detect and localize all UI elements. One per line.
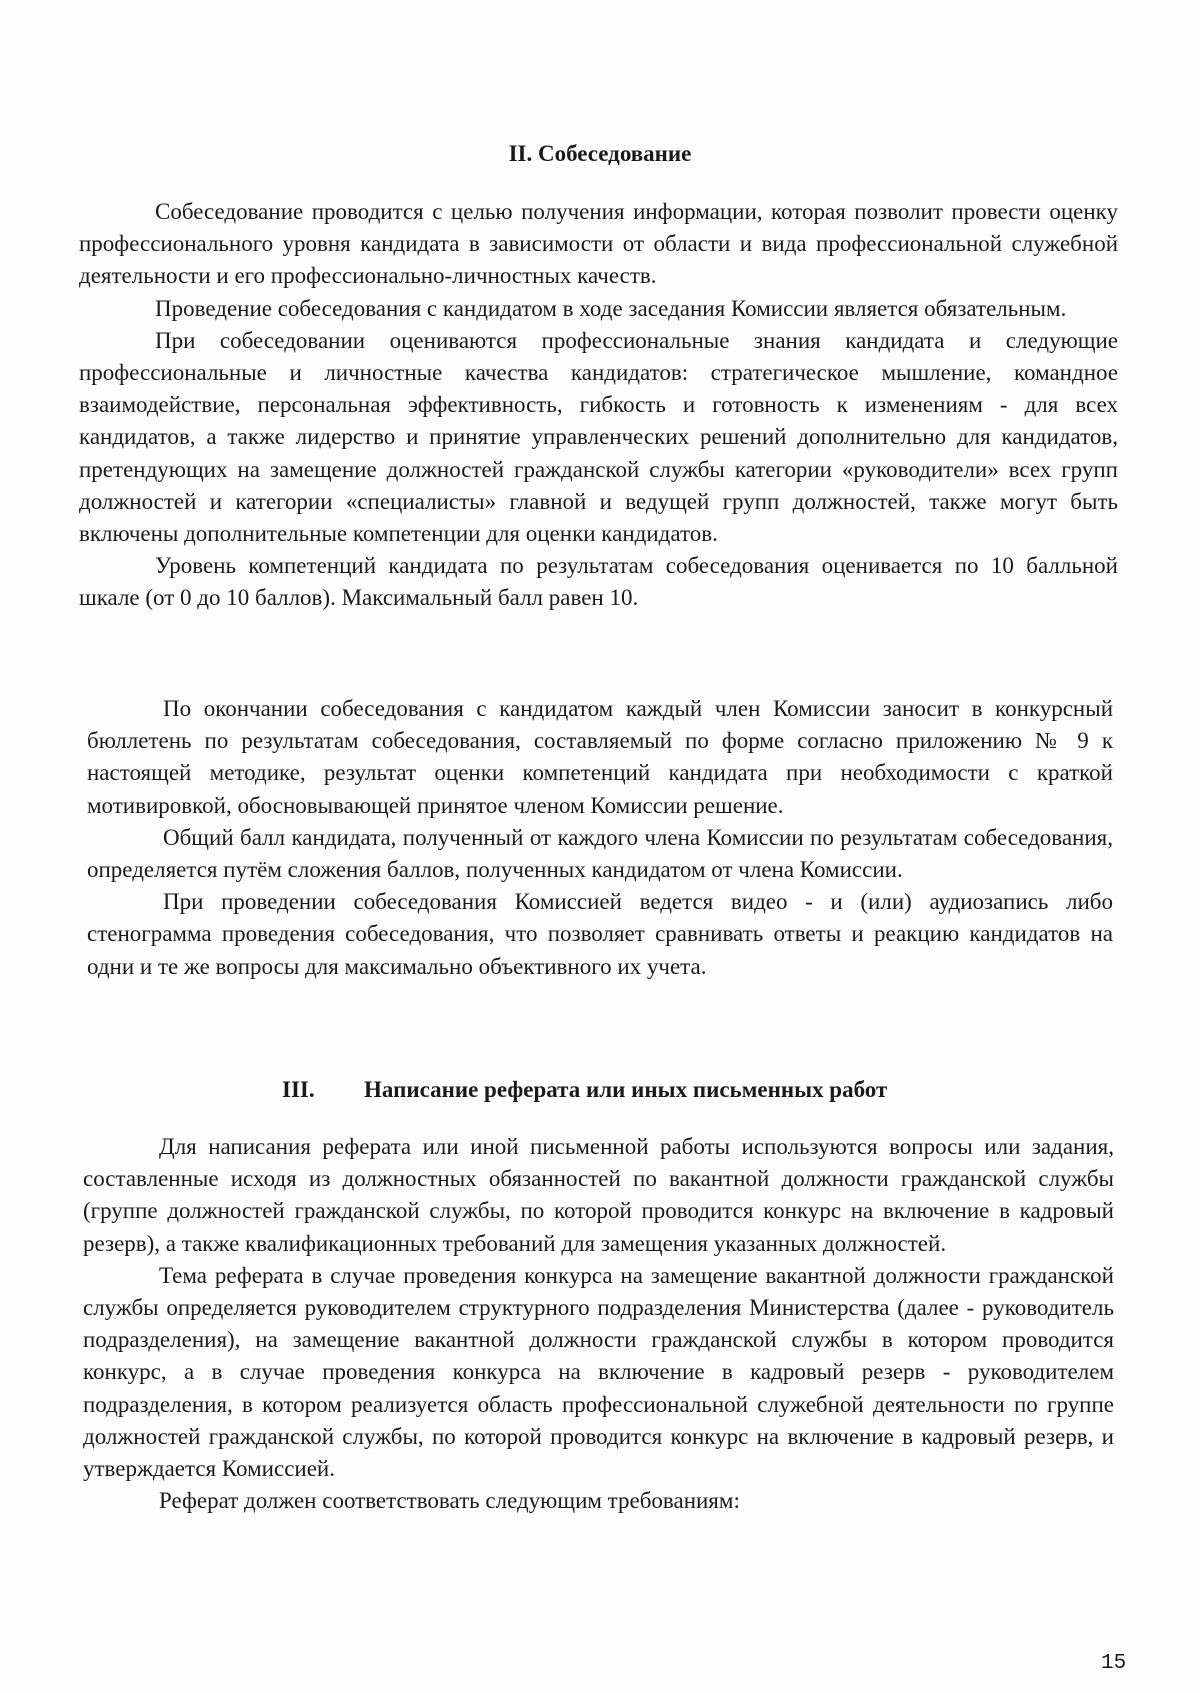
paragraph: Собеседование проводится с целью получения информации, которая позволит провести оценку профессионального уровня кандидата в зависимости от области и вида профессиональной служебной деятельности и его профессионально-личностных качеств. [79, 199, 1118, 289]
section-2-text-block-1 [79, 196, 1118, 615]
paragraph: Проведение собеседования с кандидатом в ходе заседания Комиссии является обязательным. [155, 295, 1067, 321]
paragraph: Реферат должен соответствовать следующим требованиям: [159, 1488, 740, 1514]
section-2-text-block-2 [87, 693, 1113, 983]
paragraph: По окончании собеседования с кандидатом каждый член Комиссии заносит в конкурсный бюллетень по результатам собеседования, составляемый по форме согласно приложению № 9 к настоящей методике, результат оценки компетенций кандидата при необходимости с краткой мотивировкой, обосновывающей принятое членом Комиссии решение. [87, 696, 1113, 818]
section-3-number: III. [282, 1077, 315, 1102]
page-number: 15 [1101, 1652, 1127, 1675]
paragraph: Тема реферата в случае проведения конкурса на замещение вакантной должности гражданской службы определяется руководителем структурного подразделения Министерства (далее - руководитель подразделения), на замещение вакантной должности гражданской службы в котором проводится конкурс, а в случае проведения конкурса на включение в кадровый резерв - руководителем подразделения, в котором реализуется область профессиональной служебной деятельности по группе должностей гражданской службы, по которой проводится конкурс на включение в кадровый резерв, и утверждается Комиссией. [83, 1262, 1114, 1482]
section-3-title: Написание реферата или иных письменных работ [364, 1077, 888, 1102]
paragraph: Для написания реферата или иной письменной работы используются вопросы или задания, составленные исходя из должностных обязанностей по вакантной должности гражданской службы (группе должностей гражданской службы, по которой проводится конкурс на включение в кадровый резерв), а также квалификационных требований для замещения указанных должностей. [83, 1134, 1114, 1256]
section-3-text-block [83, 1131, 1114, 1517]
paragraph: Общий балл кандидата, полученный от каждого члена Комиссии по результатам собеседования, определяется путём сложения баллов, полученных кандидатом от члена Комиссии. [87, 824, 1113, 883]
paragraph: При проведении собеседования Комиссией ведется видео - и (или) аудиозапись либо стенограмма проведения собеседования, что позволяет сравнивать ответы и реакцию кандидатов на одни и те же вопросы для максимально объективного их учета. [87, 889, 1113, 979]
paragraph: При собеседовании оцениваются профессиональные знания кандидата и следующие профессиональные и личностные качества кандидатов: стратегическое мышление, командное взаимодействие, персональная эффективность, гибкость и готовность к изменениям - для всех кандидатов, а также лидерство и принятие управленческих решений дополнительно для кандидатов, претендующих на замещение должностей гражданской службы категории «руководители» всех групп должностей и категории «специалисты» главной и ведущей групп должностей, также могут быть включены дополнительные компетенции для оценки кандидатов. [79, 327, 1118, 547]
paragraph: Уровень компетенций кандидата по результатам собеседования оценивается по 10 балльной шкале (от 0 до 10 баллов). Максимальный балл равен 10. [79, 553, 1118, 611]
section-2-heading: II. Собеседование [508, 141, 692, 166]
